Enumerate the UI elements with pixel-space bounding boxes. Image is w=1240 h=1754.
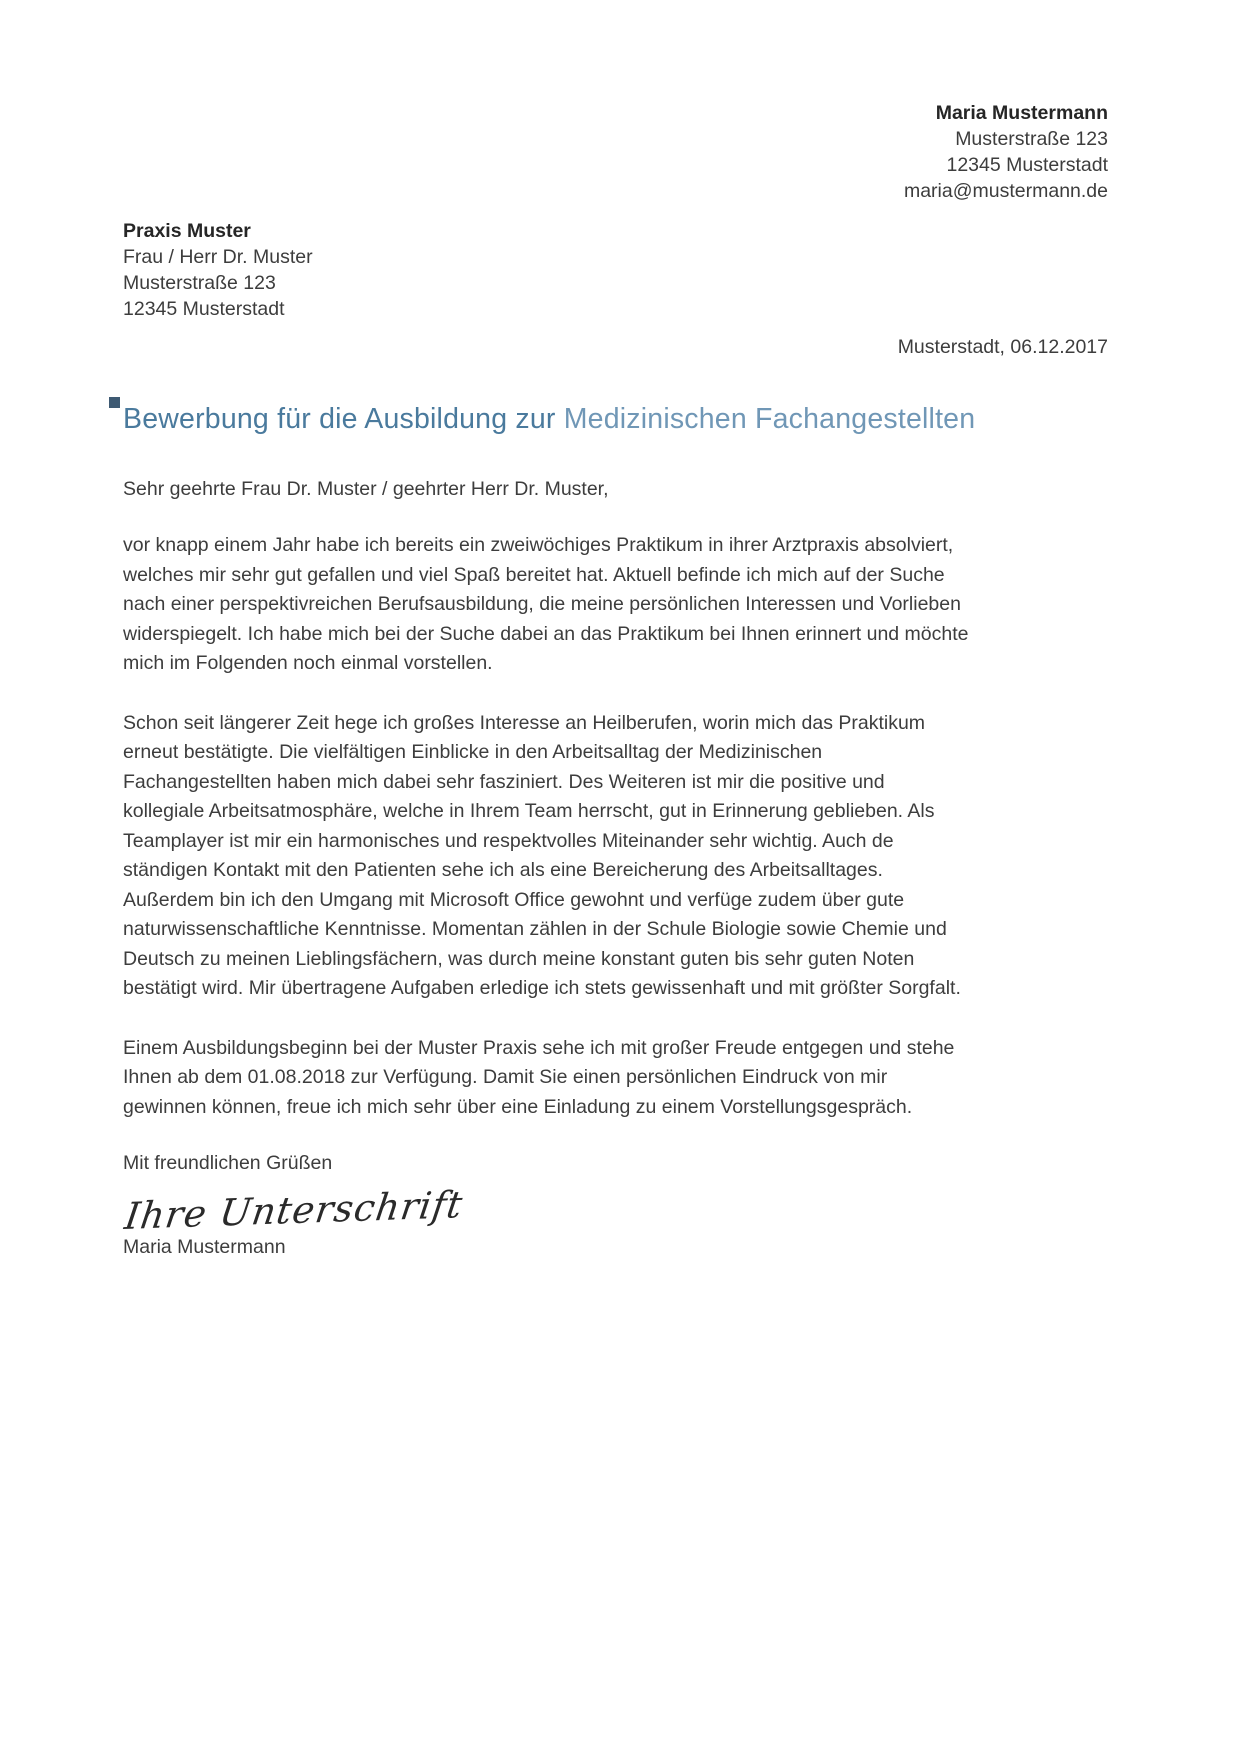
- subject-part1: Bewerbung für die Ausbildung zur: [123, 403, 564, 435]
- sender-name: Maria Mustermann: [935, 102, 1108, 124]
- square-bullet-icon: [109, 397, 120, 408]
- sender-city: 12345 Musterstadt: [946, 154, 1108, 176]
- subject-heading: [123, 403, 975, 435]
- salutation: Sehr geehrte Frau Dr. Muster / geehrter Herr Dr. Muster,: [123, 478, 609, 500]
- recipient-company: Praxis Muster: [123, 220, 251, 242]
- sender-email: maria@mustermann.de: [903, 180, 1108, 202]
- sender-address-block: [123, 100, 1108, 204]
- recipient-contact: Frau / Herr Dr. Muster: [123, 246, 313, 268]
- paragraph-3: Einem Ausbildungsbeginn bei der Muster Praxis sehe ich mit großer Freude entgegen und stehe Ihnen ab dem 01.08.2018 zur Verfügung. Damit Sie einen persönlichen Eindruck von mir gewinnen können, freue ich mich sehr über eine Einladung zu einem Vorstellungsgespräch.: [123, 1036, 955, 1118]
- signature-block: [123, 1175, 1108, 1259]
- subject-row: [123, 403, 1108, 436]
- recipient-street: Musterstraße 123: [123, 272, 276, 294]
- date-line: Musterstadt, 06.12.2017: [897, 336, 1108, 358]
- recipient-address-block: [123, 218, 1108, 322]
- subject-part2: Medizinischen Fachangestellten: [563, 403, 976, 435]
- paragraph-1: vor knapp einem Jahr habe ich bereits ein zweiwöchiges Praktikum in ihrer Arztpraxis absolviert, welches mir sehr gut gefallen und viel Spaß bereitet hat. Aktuell befinde ich mich auf der Suche nach einer perspektivreichen Berufsausbildung, die meine persönlichen Interessen und Vorlieben widerspiegelt. Ich habe mich bei der Suche dabei an das Praktikum bei Ihnen erinnert und möchte mich im Folgenden noch einmal vorstellen.: [123, 534, 969, 674]
- handwritten-signature: Ihre Unterschrift: [122, 1182, 466, 1239]
- closing-line: Mit freundlichen Grüßen: [123, 1152, 333, 1174]
- signature-name: Maria Mustermann: [123, 1236, 286, 1258]
- sender-street: Musterstraße 123: [955, 128, 1108, 150]
- recipient-city: 12345 Musterstadt: [123, 298, 285, 320]
- paragraph-2: Schon seit längerer Zeit hege ich großes Interesse an Heilberufen, worin mich das Praktikum erneut bestätigte. Die vielfältigen Einblicke in den Arbeitsalltag der Medizinischen Fachangestellten haben mich dabei sehr fasziniert. Des Weiteren ist mir die positive und kollegiale Arbeitsatmosphäre, welche in Ihrem Team herrscht, gut in Erinnerung geblieben. Als Teamplayer ist mir ein harmonisches und respektvolles Miteinander sehr wichtig. Auch de ständigen Kontakt mit den Patienten sehe ich als eine Bereicherung des Arbeitsalltages. Außerdem bin ich den Umgang mit Microsoft Office gewohnt und verfüge zudem über gute naturwissenschaftliche Kenntnisse. Momentan zählen in der Schule Biologie sowie Chemie und Deutsch zu meinen Lieblingsfächern, was durch meine konstant guten bis sehr guten Noten bestätigt wird. Mir übertragene Aufgaben erledige ich stets gewissenhaft und mit größter Sorgfalt.: [123, 711, 961, 999]
